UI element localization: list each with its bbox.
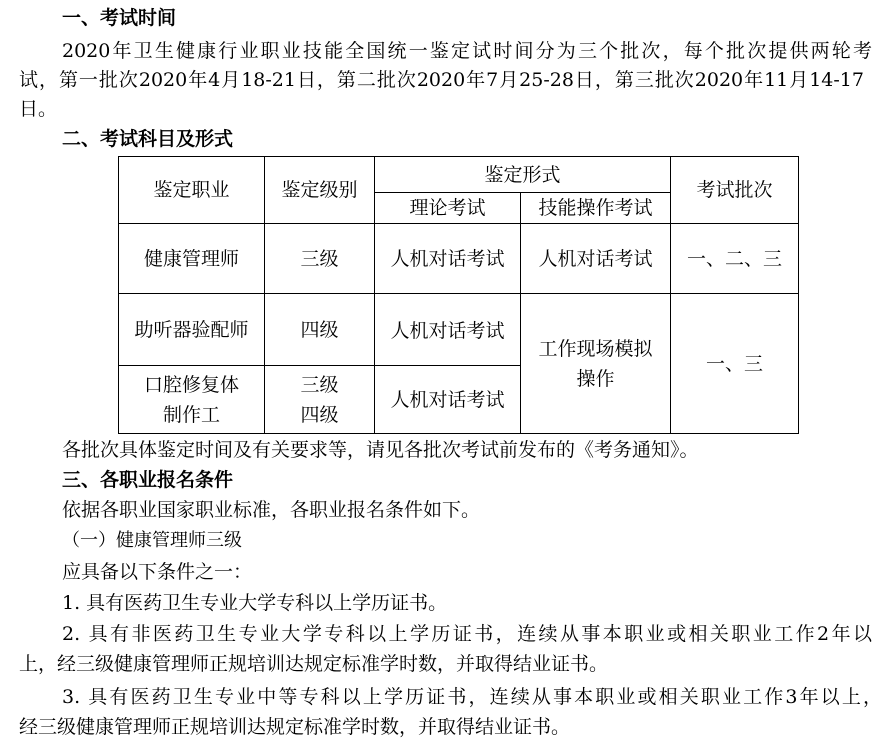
cell-level — [265, 366, 375, 434]
cell-batch-merged: 一、三 — [671, 294, 799, 434]
section2-heading: 二、考试科目及形式 — [62, 128, 234, 150]
level-line2: 四级 — [300, 403, 339, 426]
exam-table — [118, 156, 799, 434]
cell-theory: 人机对话考试 — [375, 224, 521, 294]
condition-item-1: 1. 具有医药卫生专业大学专科以上学历证书。 — [62, 592, 448, 614]
section1-heading: 一、考试时间 — [62, 7, 177, 29]
cell-occupation — [119, 366, 265, 434]
cell-occupation: 健康管理师 — [119, 224, 265, 294]
header-batch: 考试批次 — [671, 157, 799, 224]
cell-level: 三级 — [265, 224, 375, 294]
cell-skill-merged — [521, 294, 671, 434]
section2-note: 各批次具体鉴定时间及有关要求等，请见各批次考试前发布的《考务通知》。 — [62, 439, 699, 461]
section1-para-line2: 试，第一批次2020年4月18-21日，第二批次2020年7月25-28日，第三批次2020年11月14-17 — [19, 69, 864, 91]
section1-para-line3: 日。 — [19, 98, 58, 120]
occupation-line1: 口腔修复体 — [143, 373, 239, 396]
cell-level: 四级 — [265, 294, 375, 366]
section3-subheading: （一）健康管理师三级 — [62, 530, 242, 551]
occupation-line2: 制作工 — [162, 403, 220, 426]
section3-intro: 依据各职业国家职业标准，各职业报名条件如下。 — [62, 499, 481, 521]
condition-intro: 应具备以下条件之一： — [62, 561, 253, 583]
condition-item-3-line1: 3. 具有医药卫生专业中等专科以上学历证书，连续从事本职业或相关职业工作3年以上， — [62, 686, 882, 708]
condition-item-2-line2: 上，经三级健康管理师正规培训达规定标准学时数，并取得结业证书。 — [19, 653, 609, 675]
section3-heading: 三、各职业报名条件 — [62, 469, 234, 491]
cell-batch: 一、二、三 — [671, 224, 799, 294]
skill-merged-line1: 工作现场模拟 — [538, 337, 653, 360]
cell-skill: 人机对话考试 — [521, 224, 671, 294]
table-row — [119, 224, 799, 294]
header-skill: 技能操作考试 — [521, 193, 671, 224]
header-theory: 理论考试 — [375, 193, 521, 224]
header-level: 鉴定级别 — [265, 157, 375, 224]
table-row — [119, 294, 799, 366]
section1-para-line1: 2020年卫生健康行业职业技能全国统一鉴定试时间分为三个批次，每个批次提供两轮考 — [62, 40, 872, 62]
condition-item-2-line1: 2. 具有非医药卫生专业大学专科以上学历证书，连续从事本职业或相关职业工作2年以 — [62, 623, 872, 645]
header-occupation: 鉴定职业 — [119, 157, 265, 224]
skill-merged-line2: 操作 — [576, 367, 615, 390]
cell-occupation: 助听器验配师 — [119, 294, 265, 366]
cell-theory: 人机对话考试 — [375, 366, 521, 434]
header-form: 鉴定形式 — [375, 157, 671, 193]
condition-item-3-line2: 经三级健康管理师正规培训达规定标准学时数，并取得结业证书。 — [19, 716, 571, 738]
level-line1: 三级 — [300, 373, 339, 396]
cell-theory: 人机对话考试 — [375, 294, 521, 366]
